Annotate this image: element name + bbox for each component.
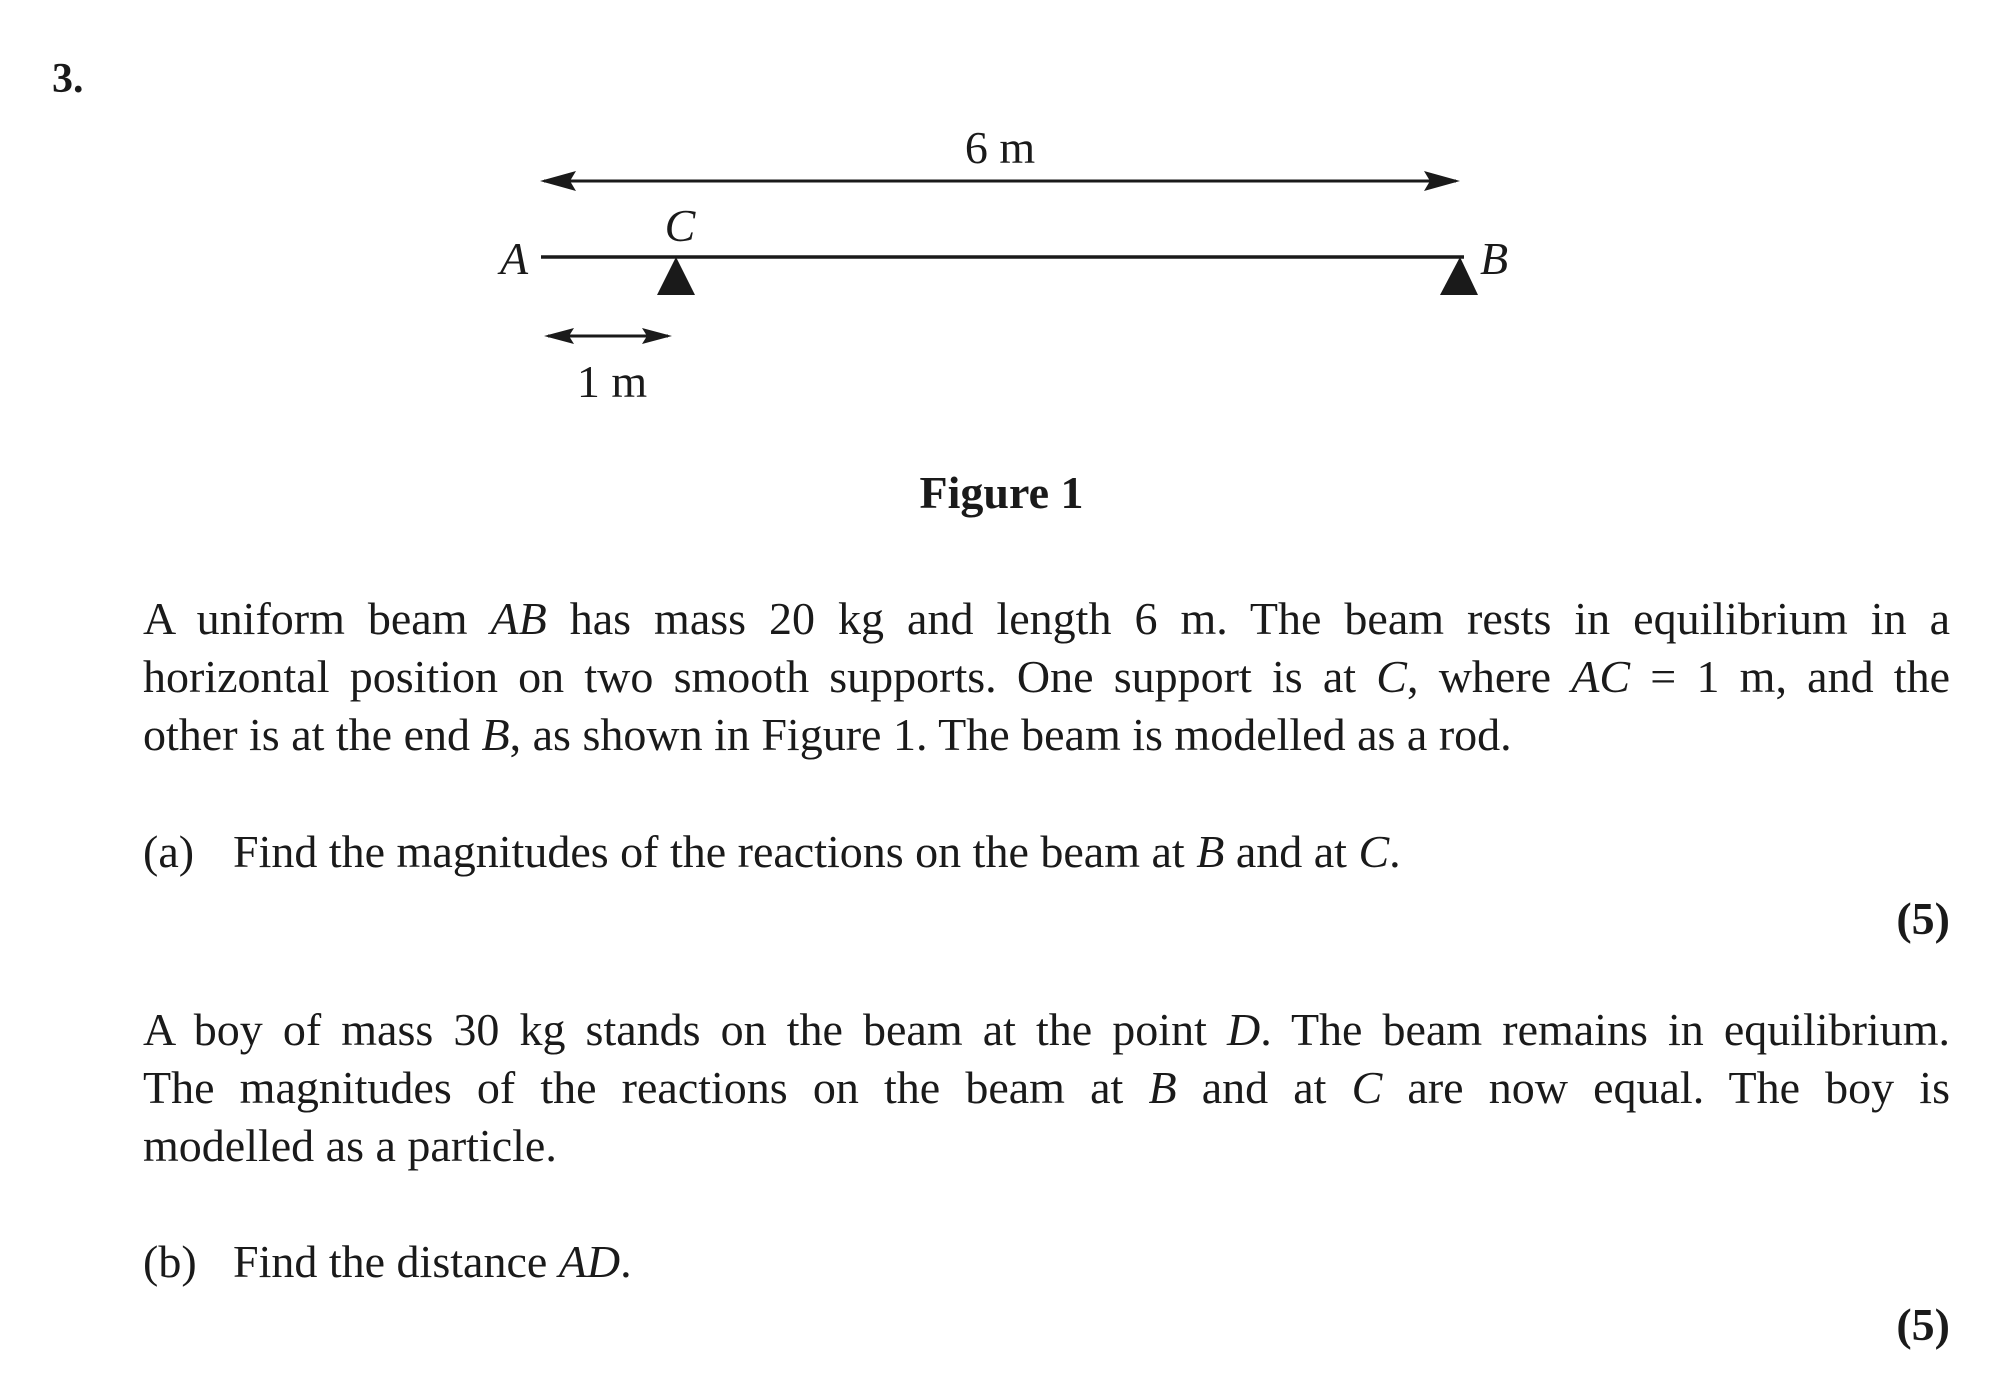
middle-text: The magnitudes of the reactions on the beam at bbox=[143, 1062, 1149, 1113]
middle-var: D bbox=[1226, 1004, 1261, 1055]
intro-text: other is at the end bbox=[143, 709, 482, 760]
part-a-var: C bbox=[1358, 826, 1390, 877]
intro-text: = 1 m, and the bbox=[1630, 651, 1950, 702]
part-a-var: B bbox=[1196, 826, 1225, 877]
middle-var: B bbox=[1148, 1062, 1177, 1113]
intro-text: horizontal position on two smooth supports. One support is at bbox=[143, 651, 1377, 702]
dimension-label-1m: 1 m bbox=[576, 356, 648, 407]
part-b-text: Find the distance bbox=[233, 1236, 559, 1287]
middle-text: are now equal. The boy is bbox=[1382, 1062, 1950, 1113]
intro-var: C bbox=[1376, 651, 1407, 702]
middle-var: C bbox=[1351, 1062, 1383, 1113]
intro-text: , where bbox=[1406, 651, 1572, 702]
middle-text: A boy of mass 30 kg stands on the beam at the point bbox=[143, 1004, 1227, 1055]
part-b-text: . bbox=[620, 1236, 632, 1287]
intro-paragraph bbox=[143, 590, 1950, 764]
dimension-label-6m: 6 m bbox=[964, 122, 1036, 173]
part-b-label: (b) bbox=[143, 1236, 197, 1287]
middle-paragraph bbox=[143, 1001, 1950, 1175]
figure-caption: Figure 1 bbox=[919, 467, 1084, 518]
dimension-arrow-6m bbox=[540, 171, 1460, 191]
point-label-c: C bbox=[664, 200, 696, 251]
intro-text: has mass 20 kg and length 6 m. The beam rests in equilibrium in a bbox=[546, 593, 1950, 644]
middle-text: and at bbox=[1176, 1062, 1352, 1113]
part-a-marks: (5) bbox=[1896, 893, 1950, 944]
intro-text: , as shown in Figure 1. The beam is modelled as a rod. bbox=[509, 709, 1512, 760]
intro-var: B bbox=[481, 709, 510, 760]
point-label-b: B bbox=[1479, 233, 1509, 284]
intro-text: A uniform beam bbox=[143, 593, 491, 644]
part-a-text: and at bbox=[1224, 826, 1359, 877]
intro-var: AB bbox=[490, 593, 547, 644]
part-b-var: AD bbox=[558, 1236, 621, 1287]
middle-text: modelled as a particle. bbox=[143, 1120, 557, 1171]
part-b bbox=[143, 1233, 632, 1291]
point-label-a: A bbox=[499, 233, 529, 284]
intro-var: AC bbox=[1571, 651, 1631, 702]
beam-diagram bbox=[0, 0, 2003, 480]
support-b bbox=[1440, 257, 1478, 295]
middle-text: . The beam remains in equilibrium. bbox=[1260, 1004, 1950, 1055]
support-c bbox=[657, 257, 695, 295]
part-b-marks: (5) bbox=[1896, 1299, 1950, 1350]
part-a-text: Find the magnitudes of the reactions on the beam at bbox=[233, 826, 1197, 877]
part-a bbox=[143, 823, 1401, 881]
dimension-arrow-1m bbox=[544, 328, 672, 344]
question-number: 3. bbox=[52, 56, 84, 102]
part-a-label: (a) bbox=[143, 826, 195, 877]
part-a-text: . bbox=[1389, 826, 1401, 877]
